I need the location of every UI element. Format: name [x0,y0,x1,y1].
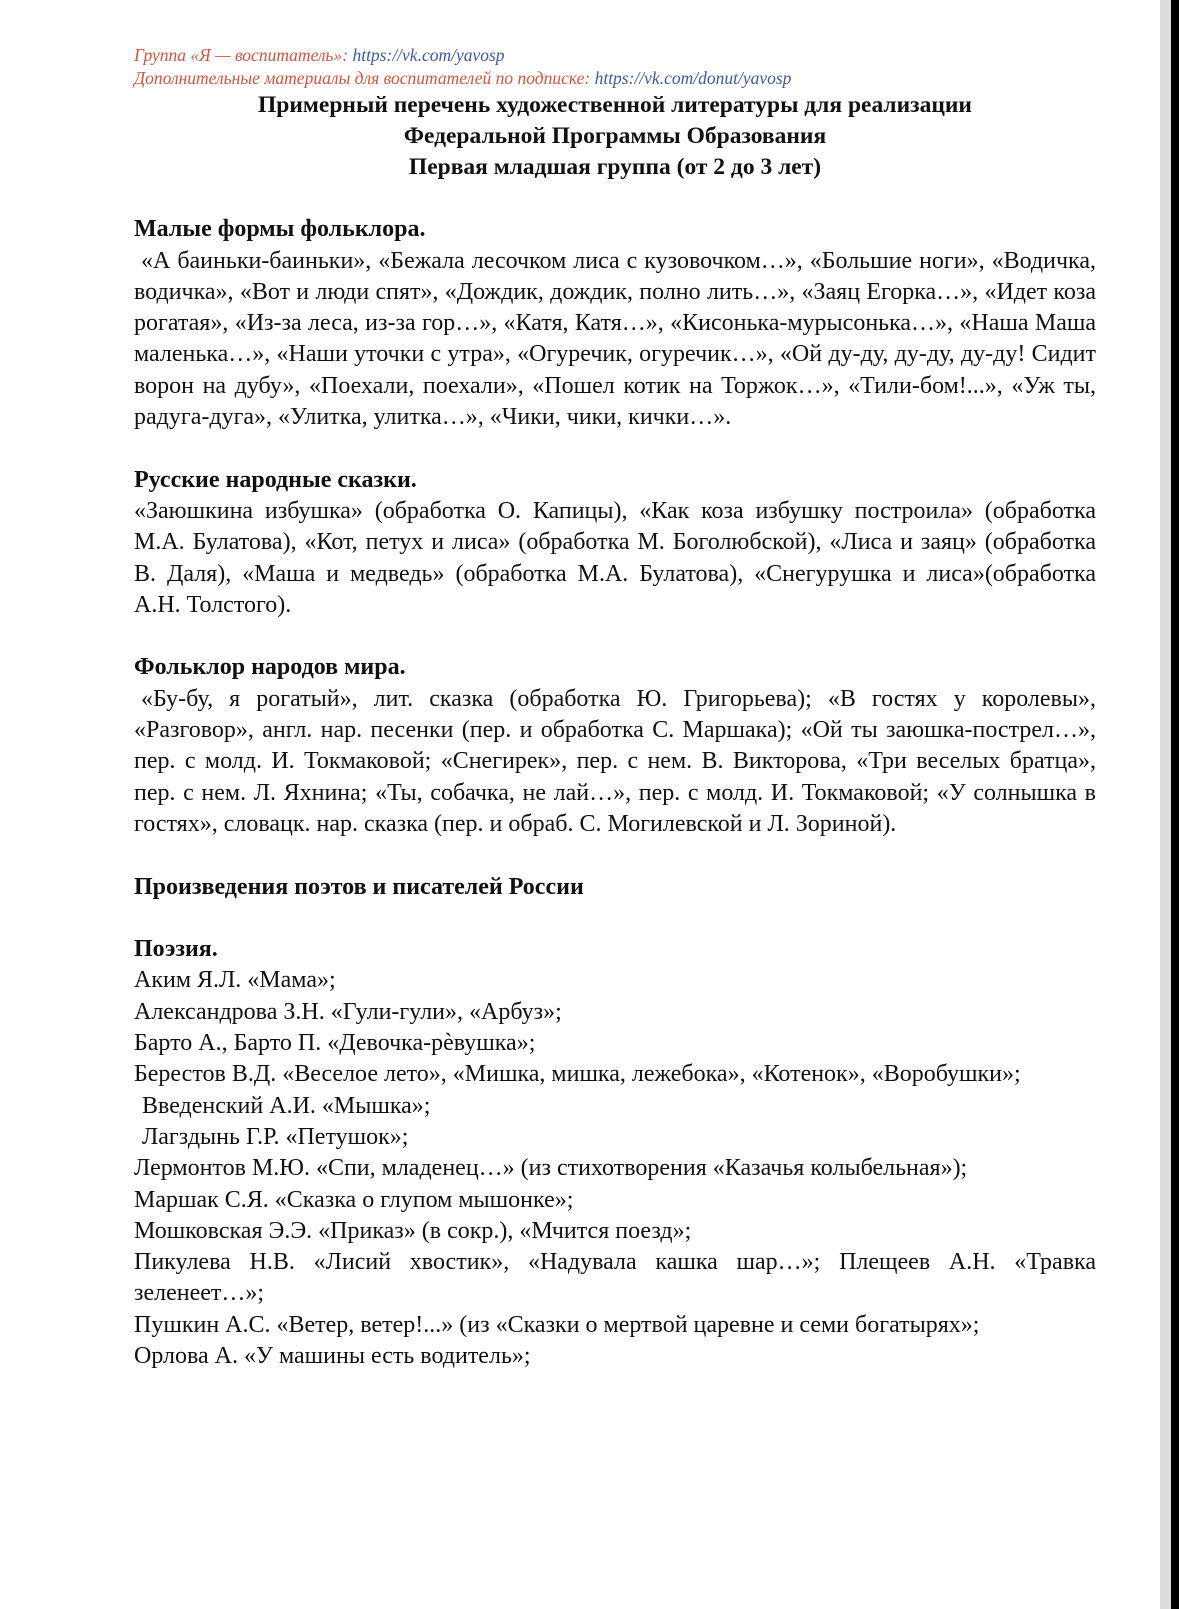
page-content [134,44,1096,1372]
poetry-entry: Пушкин А.С. «Ветер, ветер!...» (из «Сказки о мертвой царевне и семи богатырях»; [134,1311,980,1338]
promo-group-label: Группа «Я — воспитатель»: [134,45,353,65]
poetry-entry: Пикулева Н.В. «Лисий хвостик», «Надувала кашка шар…»; Плещеев А.Н. «Травка зеленеет…»; [134,1249,1096,1307]
poetry-entry: Введенский А.И. «Мышка»; [142,1092,431,1119]
paragraph-small-folklore: «А баиньки-баиньки», «Бежала лесочком лиса с кузовочком…», «Большие ноги», «Водичка, водичка», «Вот и люди спят», «Дождик, дождик, полно лить…», «Заяц Егорка…», «Идет коза рогатая», «Из-за леса, из-за гор…», «Катя, Катя…», «Кисонька-мурысонька…», «Наша Маша маленька…», «Наши уточки с утра», «Огуречик, огуречик…», «Ой ду-ду, ду-ду, ду-ду! Сидит ворон на дубу», «Поехали, поехали», «Пошел котик на Торжок…», «Тили-бом!...», «Уж ты, радуга-дуга», «Улитка, улитка…», «Чики, чики, кички…». [134,247,1096,431]
poetry-entry: Аким Я.Л. «Мама»; [134,967,336,994]
promo-group-line [134,44,1096,67]
poetry-entry: Берестов В.Д. «Веселое лето», «Мишка, мишка, лежебока», «Котенок», «Воробушки»; [134,1061,1021,1088]
promo-subscription-link[interactable]: https://vk.com/donut/yavosp [594,68,792,88]
title-line-2: Федеральной Программы Образования [403,123,827,149]
promo-subscription-label: Дополнительные материалы для воспитателей по подписке: [134,68,595,88]
heading-poetry: Поэзия. [134,936,218,963]
title-line-3: Первая младшая группа (от 2 до 3 лет) [408,154,822,180]
poetry-entry: Маршак С.Я. «Сказка о глупом мышонке»; [134,1186,574,1213]
title-line-1: Примерный перечень художественной литературы для реализации [258,92,972,118]
heading-small-folklore: Малые формы фольклора. [134,216,426,243]
promo-subscription-line [134,67,1096,90]
heading-russian-authors: Произведения поэтов и писателей России [134,873,584,900]
promo-group-link[interactable]: https://vk.com/yavosp [352,45,505,65]
poetry-entry: Александрова З.Н. «Гули-гули», «Арбуз»; [134,998,562,1025]
paragraph-russian-tales: «Заюшкина избушка» (обработка О. Капицы), «Как коза избушку построила» (обработка М.А. Булатова), «Кот, петух и лиса» (обработка М. Боголюбской), «Лиса и заяц» (обработка В. Даля), «Маша и медведь» (обработка М.А. Булатова), «Снегурушка и лиса»(обработка А.Н. Толстого). [134,497,1096,618]
poetry-entry: Лермонтов М.Ю. «Спи, младенец…» (из стихотворения «Казачья колыбельная»); [134,1155,968,1182]
heading-world-folklore: Фольклор народов мира. [134,654,406,681]
heading-russian-tales: Русские народные сказки. [134,466,417,493]
poetry-entry: Барто А., Барто П. «Девочка-рѐвушка»; [134,1030,536,1057]
poetry-entry: Орлова А. «У машины есть водитель»; [134,1342,531,1369]
paragraph-world-folklore: «Бу-бу, я рогатый», лит. сказка (обработка Ю. Григорьева); «В гостях у королевы», «Разговор», англ. нар. песенки (пер. и обработка С. Маршака); «Ой ты заюшка-пострел…», пер. с молд. И. Токмаковой; «Снегирек», пер. с нем. В. Викторова, «Три веселых братца», пер. с нем. Л. Яхнина; «Ты, собачка, не лай…», пер. с молд. И. Токмаковой; «У солнышка в гостях», словацк. нар. сказка (пер. и обраб. С. Могилевской и Л. Зориной). [134,685,1096,837]
poetry-entry: Лагздынь Г.Р. «Петушок»; [142,1123,409,1150]
page-edge-strip [1160,0,1171,1609]
document-title [134,90,1096,183]
poetry-entry: Мошковская Э.Э. «Приказ» (в сокр.), «Мчится поезд»; [134,1217,692,1244]
